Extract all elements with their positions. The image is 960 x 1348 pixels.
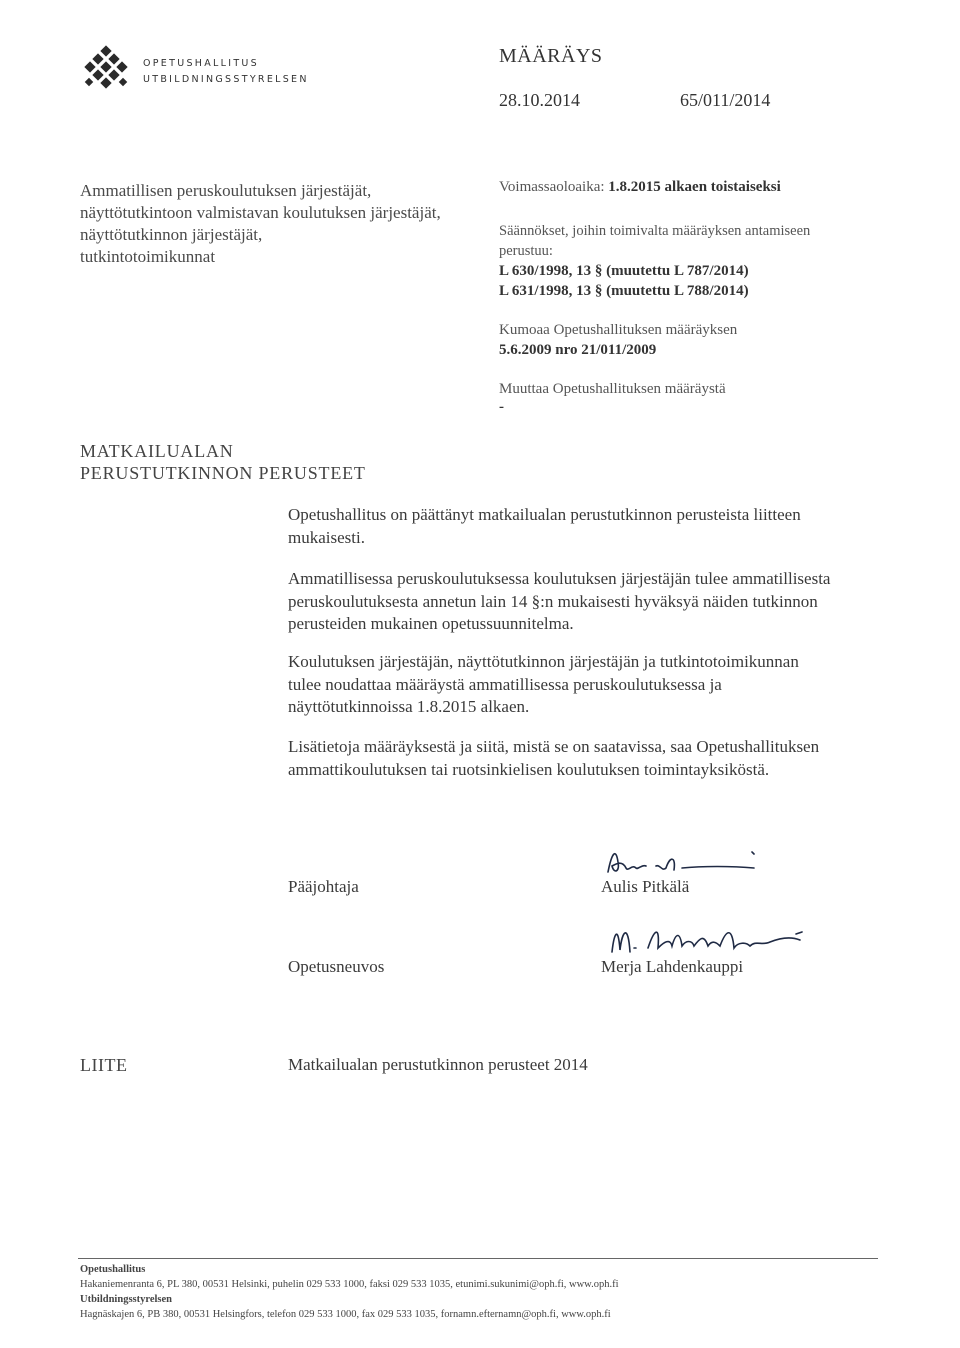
title-line: PERUSTUTKINNON PERUSTEET — [80, 463, 366, 483]
paragraph-line: tulee noudattaa määräystä ammatillisessa peruskoulutuksessa ja — [288, 674, 722, 694]
signatory-name: Aulis Pitkälä — [601, 877, 690, 896]
footer-address-sv: Hagnäskajen 6, PB 380, 00531 Helsingfors, telefon 029 533 1000, fax 029 533 1035, fornamn.efternamn@oph.fi, www.oph.fi — [80, 1309, 611, 1320]
recipient-line: näyttötutkinnon järjestäjät, — [80, 225, 263, 244]
legal-basis-intro: Säännökset, joihin toimivalta määräyksen antamiseen — [499, 223, 811, 239]
signatory-name: Merja Lahdenkauppi — [601, 957, 744, 976]
recipient-line: Ammatillisen peruskoulutuksen järjestäjät, — [80, 181, 372, 200]
paragraph-line: Ammatillisessa peruskoulutuksessa koulutuksen järjestäjän tulee ammatillisesta — [288, 569, 831, 588]
signatory-title: Pääjohtaja — [288, 877, 359, 896]
body-paragraph — [288, 504, 888, 549]
repeals-block — [499, 320, 737, 360]
law-reference: L 630/1998, 13 § (muutettu L 787/2014) — [499, 263, 749, 279]
attachment-title: Matkailualan perustutkinnon perusteet 2014 — [288, 1055, 588, 1074]
validity-period — [499, 179, 781, 196]
paragraph-line: perusteiden mukainen opetussuunnitelma. — [288, 614, 574, 633]
org-name-sv: UTBILDNINGSSTYRELSEN — [143, 74, 309, 85]
body-paragraph — [288, 568, 888, 636]
body-paragraph — [288, 736, 888, 781]
paragraph-line: mukaisesti. — [288, 527, 365, 547]
body-paragraph — [288, 651, 888, 719]
handwritten-signature — [602, 842, 762, 882]
validity-label: Voimassaoloaika: — [499, 179, 605, 195]
legal-basis-intro: perustuu: — [499, 242, 553, 259]
paragraph-line: Koulutuksen järjestäjän, näyttötutkinnon järjestäjän ja tutkintotoimikunnan — [288, 652, 799, 671]
paragraph-line: Lisätietoja määräyksestä ja siitä, mistä se on saatavissa, saa Opetushallituksen — [288, 737, 820, 756]
footer-address-fi: Hakaniemenranta 6, PL 380, 00531 Helsinki, puhelin 029 533 1000, faksi 029 533 1035, etunimi.sukunimi@oph.fi, www.oph.fi — [80, 1279, 619, 1290]
document-title — [80, 440, 366, 484]
paragraph-line: peruskoulutuksesta annetun lain 14 §:n mukaisesti hyväksyä näiden tutkinnon — [288, 591, 818, 611]
repeals-label: Kumoaa Opetushallituksen määräyksen — [499, 322, 738, 338]
footer-org-fi: Opetushallitus — [80, 1264, 146, 1275]
paragraph-line: ammattikoulutuksen tai ruotsinkielisen koulutuksen toimintayksiköstä. — [288, 759, 770, 779]
diamond-grid-logo-icon — [80, 45, 132, 97]
footer-org-sv: Utbildningsstyrelsen — [80, 1294, 172, 1305]
legal-basis — [499, 222, 810, 301]
footer-divider — [78, 1258, 878, 1259]
recipients-block — [80, 180, 441, 268]
recipient-line: näyttötutkintoon valmistavan koulutuksen järjestäjät, — [80, 203, 441, 222]
org-name-fi: OPETUSHALLITUS — [143, 58, 260, 69]
document-number: 65/011/2014 — [680, 90, 771, 110]
organization-name — [143, 56, 309, 88]
paragraph-line: Opetushallitus on päättänyt matkailualan perustutkinnon perusteista liitteen — [288, 505, 801, 524]
law-reference: L 631/1998, 13 § (muutettu L 788/2014) — [499, 283, 749, 299]
validity-value: 1.8.2015 alkaen toistaiseksi — [608, 179, 781, 195]
paragraph-line: näyttötutkinnoissa 1.8.2015 alkaen. — [288, 697, 530, 716]
amends-label: Muuttaa Opetushallituksen määräystä — [499, 381, 726, 397]
signatory-title: Opetusneuvos — [288, 957, 385, 976]
recipient-line: tutkintotoimikunnat — [80, 247, 216, 266]
title-line: MATKAILUALAN — [80, 441, 234, 461]
repeals-value: 5.6.2009 nro 21/011/2009 — [499, 342, 657, 358]
amends-value: - — [499, 399, 504, 415]
footer — [80, 1262, 619, 1322]
document-type: MÄÄRÄYS — [499, 45, 603, 67]
document-date: 28.10.2014 — [499, 90, 580, 110]
attachment-label: LIITE — [80, 1055, 128, 1075]
